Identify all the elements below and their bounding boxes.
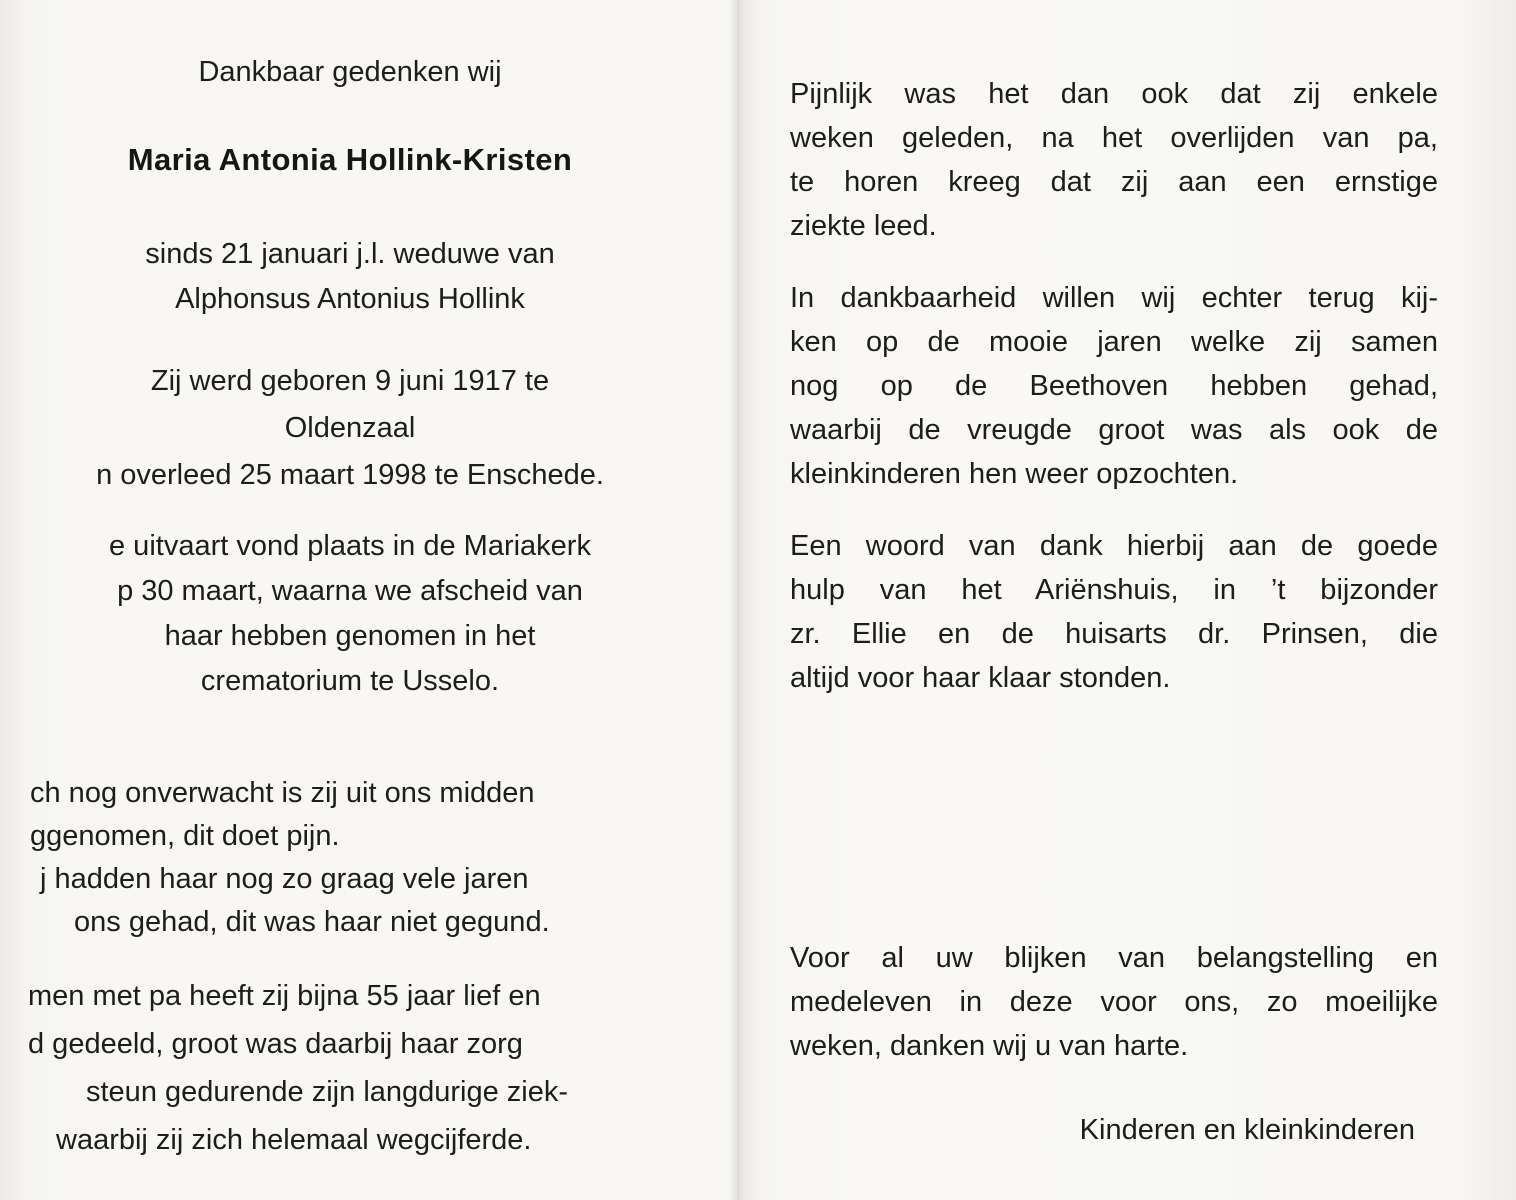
condolence-line-2: medeleven in deze voor ons, zo moeilijke xyxy=(790,986,1438,1018)
gratitude-line-4: waarbij de vreugde groot was als ook de xyxy=(790,414,1438,446)
condolence-line-3: weken, danken wij u van harte. xyxy=(790,1030,1189,1062)
thanks-line-4: altijd voor haar klaar stonden. xyxy=(790,662,1171,694)
birth-death-paragraph xyxy=(0,358,700,499)
thanks-caregivers-paragraph xyxy=(790,524,1438,700)
thanks-line-2: hulp van het Ariënshuis, in ’t bijzonder xyxy=(790,574,1438,606)
widow-line-1: sinds 21 januari j.l. weduwe van xyxy=(145,238,555,270)
widow-line-2: Alphonsus Antonius Hollink xyxy=(175,283,525,315)
gratitude-line-1: In dankbaarheid willen wij echter terug kij- xyxy=(790,282,1438,314)
illness-line-4: ziekte leed. xyxy=(790,210,937,242)
funeral-line-3: haar hebben genomen in het xyxy=(164,620,536,652)
condolence-thanks-paragraph xyxy=(790,936,1438,1068)
birth-line-1: Zij werd geboren 9 juni 1917 te xyxy=(150,365,550,397)
grief-line-3: j hadden haar nog zo graag vele jaren xyxy=(40,863,529,895)
gratitude-line-5: kleinkinderen hen weer opzochten. xyxy=(790,458,1239,490)
condolence-line-1: Voor al uw blijken van belangstelling en xyxy=(790,942,1438,974)
care-paragraph xyxy=(28,972,720,1164)
funeral-line-2: p 30 maart, waarna we afscheid van xyxy=(117,575,583,607)
thanks-line-1: Een woord van dank hierbij aan de goede xyxy=(790,530,1438,562)
gratitude-line-3: nog op de Beethoven hebben gehad, xyxy=(790,370,1438,402)
thanks-line-3: zr. Ellie en de huisarts dr. Prinsen, die xyxy=(790,618,1438,650)
grief-line-4: ons gehad, dit was haar niet gegund. xyxy=(74,906,550,938)
care-line-2: d gedeeld, groot was daarbij haar zorg xyxy=(28,1028,523,1060)
illness-paragraph xyxy=(790,72,1438,248)
birth-line-3: n overleed 25 maart 1998 te Enschede. xyxy=(96,459,604,491)
funeral-paragraph xyxy=(0,524,700,704)
care-line-1: men met pa heeft zij bijna 55 jaar lief en xyxy=(28,980,541,1012)
deceased-name: Maria Antonia Hollink-Kristen xyxy=(127,142,573,177)
funeral-line-1: e uitvaart vond plaats in de Mariakerk xyxy=(109,530,591,562)
birth-line-2: Oldenzaal xyxy=(284,412,416,444)
illness-line-3: te horen kreeg dat zij aan een ernstige xyxy=(790,166,1438,198)
illness-line-1: Pijnlijk was het dan ook dat zij enkele xyxy=(790,78,1438,110)
widow-paragraph xyxy=(0,232,700,322)
illness-line-2: weken geleden, na het overlijden van pa, xyxy=(790,122,1438,154)
grief-line-2: ggenomen, dit doet pijn. xyxy=(30,820,340,852)
memorial-card-left-page xyxy=(0,0,737,1200)
intro-line: Dankbaar gedenken wij xyxy=(198,56,502,88)
funeral-line-4: crematorium te Usselo. xyxy=(200,665,500,697)
memorial-card-right-page xyxy=(737,0,1516,1200)
signature: Kinderen en kleinkinderen xyxy=(1079,1114,1415,1146)
gratitude-paragraph xyxy=(790,276,1438,496)
care-line-4: waarbij zij zich helemaal wegcijferde. xyxy=(56,1124,532,1156)
grief-paragraph xyxy=(30,772,720,944)
care-line-3: steun gedurende zijn langdurige ziek- xyxy=(86,1076,569,1108)
grief-line-1: ch nog onverwacht is zij uit ons midden xyxy=(30,777,535,809)
gratitude-line-2: ken op de mooie jaren welke zij samen xyxy=(790,326,1438,358)
